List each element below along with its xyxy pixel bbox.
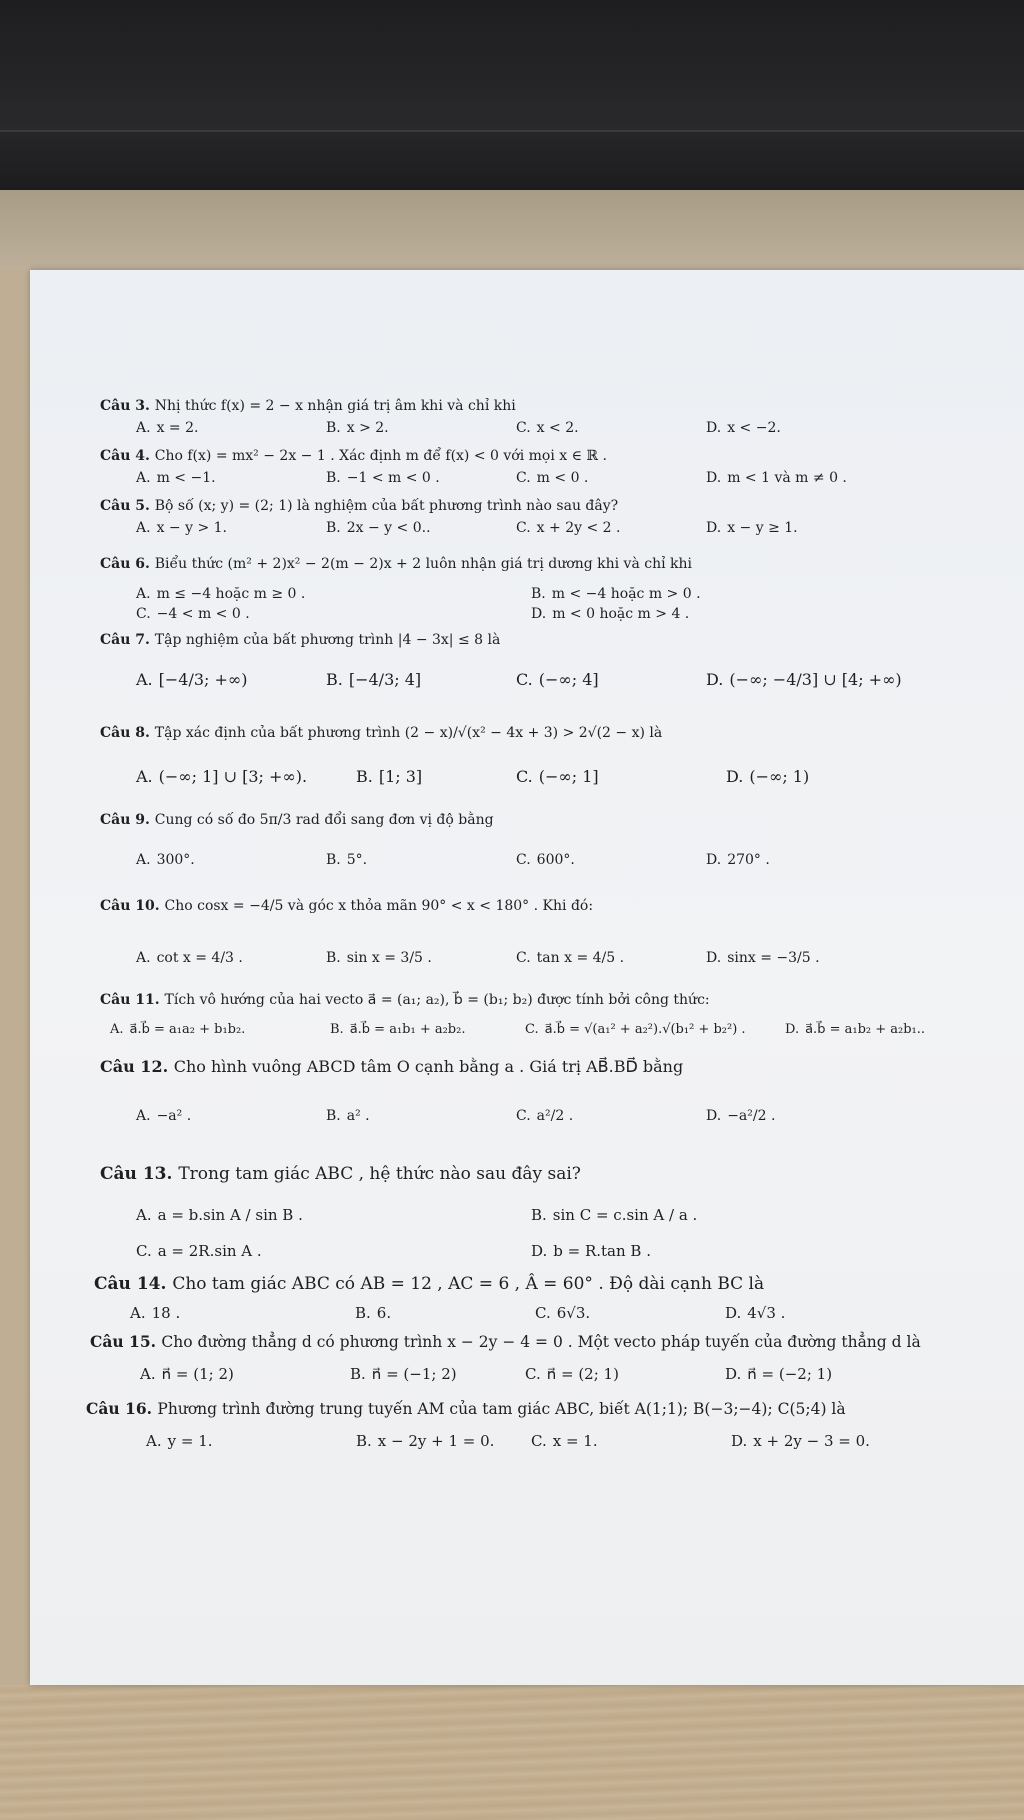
- question-text: Trong tam giác ABC , hệ thức nào sau đây sai?: [178, 1164, 581, 1184]
- option-a: A. n⃗ = (1; 2): [140, 1365, 234, 1383]
- question-3: [100, 398, 980, 436]
- option-b: B. 5°.: [326, 852, 368, 868]
- question-number: Câu 14.: [94, 1274, 167, 1294]
- option-c: C. 600°.: [516, 852, 575, 868]
- question-number: Câu 15.: [90, 1332, 157, 1351]
- option-a: A. 300°.: [136, 852, 195, 868]
- option-b: B. 6.: [355, 1304, 392, 1322]
- question-9: [100, 812, 980, 868]
- option-c: C. 6√3.: [535, 1304, 591, 1322]
- question-number: Câu 5.: [100, 498, 150, 514]
- question-number: Câu 10.: [100, 898, 160, 914]
- option-c: C. n⃗ = (2; 1): [525, 1365, 619, 1383]
- option-a: A. y = 1.: [146, 1432, 213, 1450]
- laptop-edge: [0, 130, 1024, 192]
- desk-surface: [0, 190, 1024, 270]
- option-c: C. −4 < m < 0 .: [136, 606, 250, 622]
- question-text: Biểu thức (m² + 2)x² − 2(m − 2)x + 2 luôn nhận giá trị dương khi và chỉ khi: [154, 556, 693, 572]
- option-b: B. x > 2.: [326, 420, 389, 436]
- option-b: B. m < −4 hoặc m > 0 .: [531, 586, 701, 602]
- option-b: B. [1; 3]: [356, 767, 423, 786]
- option-c: C. x + 2y < 2 .: [516, 520, 621, 536]
- question-number: Câu 16.: [86, 1399, 153, 1418]
- question-10: [100, 898, 980, 966]
- option-d: D. b = R.tan B .: [531, 1242, 651, 1260]
- option-c: C. tan x = 4/5 .: [516, 950, 625, 966]
- question-13: [100, 1164, 980, 1260]
- option-d: D. 270° .: [706, 852, 770, 868]
- question-6: [100, 556, 980, 622]
- question-number: Câu 3.: [100, 398, 150, 414]
- question-number: Câu 13.: [100, 1164, 173, 1184]
- option-b: B. a⃗.b⃗ = a₁b₁ + a₂b₂.: [330, 1022, 466, 1037]
- option-a: A. x − y > 1.: [136, 520, 227, 536]
- option-b: B. sin C = c.sin A / a .: [531, 1206, 698, 1224]
- option-a: A. (−∞; 1] ∪ [3; +∞).: [136, 767, 308, 786]
- option-d: D. a⃗.b⃗ = a₁b₂ + a₂b₁..: [785, 1022, 926, 1037]
- question-text: Tập xác định của bất phương trình (2 − x)/√(x² − 4x + 3) > 2√(2 − x) là: [154, 725, 663, 741]
- question-7: [100, 632, 980, 689]
- option-d: D. −a²/2 .: [706, 1108, 776, 1124]
- option-b: B. −1 < m < 0 .: [326, 470, 440, 486]
- option-a: A. cot x = 4/3 .: [136, 950, 243, 966]
- option-c: C. (−∞; 4]: [516, 670, 599, 689]
- question-8: [100, 725, 980, 786]
- question-text: Cung có số đo 5π/3 rad đổi sang đơn vị độ bằng: [154, 812, 494, 828]
- question-12: [100, 1057, 980, 1124]
- question-15: [90, 1332, 980, 1383]
- question-5: [100, 498, 980, 536]
- option-b: B. x − 2y + 1 = 0.: [356, 1432, 495, 1450]
- question-4: [100, 448, 980, 486]
- question-16: [86, 1399, 980, 1450]
- question-text: Nhị thức f(x) = 2 − x nhận giá trị âm khi và chỉ khi: [154, 398, 516, 414]
- option-c: C. m < 0 .: [516, 470, 589, 486]
- option-b: B. 2x − y < 0..: [326, 520, 431, 536]
- option-d: D. (−∞; −4/3] ∪ [4; +∞): [706, 670, 902, 689]
- option-d: D. x − y ≥ 1.: [706, 520, 798, 536]
- option-d: D. n⃗ = (−2; 1): [725, 1365, 833, 1383]
- question-14: [94, 1274, 980, 1322]
- question-text: Cho hình vuông ABCD tâm O cạnh bằng a . Giá trị AB⃗.BD⃗ bằng: [173, 1057, 684, 1076]
- option-c: C. x = 1.: [531, 1432, 598, 1450]
- question-number: Câu 11.: [100, 992, 160, 1008]
- option-a: A. x = 2.: [136, 420, 199, 436]
- option-a: A. m ≤ −4 hoặc m ≥ 0 .: [136, 586, 306, 602]
- option-a: A. a⃗.b⃗ = a₁a₂ + b₁b₂.: [110, 1022, 246, 1037]
- question-11: [100, 992, 980, 1037]
- option-b: B. a² .: [326, 1108, 370, 1124]
- question-text: Cho cosx = −4/5 và góc x thỏa mãn 90° < x < 180° . Khi đó:: [164, 898, 594, 914]
- question-number: Câu 9.: [100, 812, 150, 828]
- question-text: Tập nghiệm của bất phương trình |4 − 3x| ≤ 8 là: [154, 632, 501, 648]
- option-d: D. x < −2.: [706, 420, 781, 436]
- option-d: D. sinx = −3/5 .: [706, 950, 820, 966]
- question-text: Cho đường thẳng d có phương trình x − 2y − 4 = 0 . Một vecto pháp tuyến của đường thẳng d là: [161, 1333, 921, 1351]
- question-text: Bộ số (x; y) = (2; 1) là nghiệm của bất phương trình nào sau đây?: [154, 498, 619, 514]
- question-text: Cho f(x) = mx² − 2x − 1 . Xác định m để f(x) < 0 với mọi x ∈ ℝ .: [154, 448, 607, 464]
- question-number: Câu 6.: [100, 556, 150, 572]
- option-a: A. m < −1.: [136, 470, 216, 486]
- option-d: D. m < 1 và m ≠ 0 .: [706, 470, 847, 486]
- option-d: D. m < 0 hoặc m > 4 .: [531, 606, 690, 622]
- option-a: A. [−4/3; +∞): [136, 670, 248, 689]
- question-number: Câu 8.: [100, 725, 150, 741]
- question-number: Câu 12.: [100, 1057, 169, 1076]
- option-a: A. −a² .: [136, 1108, 192, 1124]
- desk-surface-bottom: [0, 1685, 1024, 1820]
- option-d: D. 4√3 .: [725, 1304, 786, 1322]
- option-c: C. a = 2R.sin A .: [136, 1242, 262, 1260]
- option-b: B. [−4/3; 4]: [326, 670, 422, 689]
- exam-questions: [86, 398, 980, 1450]
- option-a: A. a = b.sin A / sin B .: [136, 1206, 303, 1224]
- option-c: C. x < 2.: [516, 420, 579, 436]
- question-number: Câu 4.: [100, 448, 150, 464]
- option-c: C. a⃗.b⃗ = √(a₁² + a₂²).√(b₁² + b₂²) .: [525, 1022, 746, 1037]
- option-b: B. n⃗ = (−1; 2): [350, 1365, 457, 1383]
- question-text: Tích vô hướng của hai vecto a⃗ = (a₁; a₂), b⃗ = (b₁; b₂) được tính bởi công thức:: [164, 992, 710, 1008]
- option-c: C. (−∞; 1]: [516, 767, 599, 786]
- question-text: Cho tam giác ABC có AB = 12 , AC = 6 , Â = 60° . Độ dài cạnh BC là: [172, 1274, 765, 1294]
- question-number: Câu 7.: [100, 632, 150, 648]
- option-c: C. a²/2 .: [516, 1108, 574, 1124]
- option-d: D. x + 2y − 3 = 0.: [731, 1432, 870, 1450]
- question-text: Phương trình đường trung tuyến AM của tam giác ABC, biết A(1;1); B(−3;−4); C(5;4) là: [157, 1400, 846, 1418]
- option-a: A. 18 .: [130, 1304, 181, 1322]
- option-b: B. sin x = 3/5 .: [326, 950, 432, 966]
- option-d: D. (−∞; 1): [726, 767, 810, 786]
